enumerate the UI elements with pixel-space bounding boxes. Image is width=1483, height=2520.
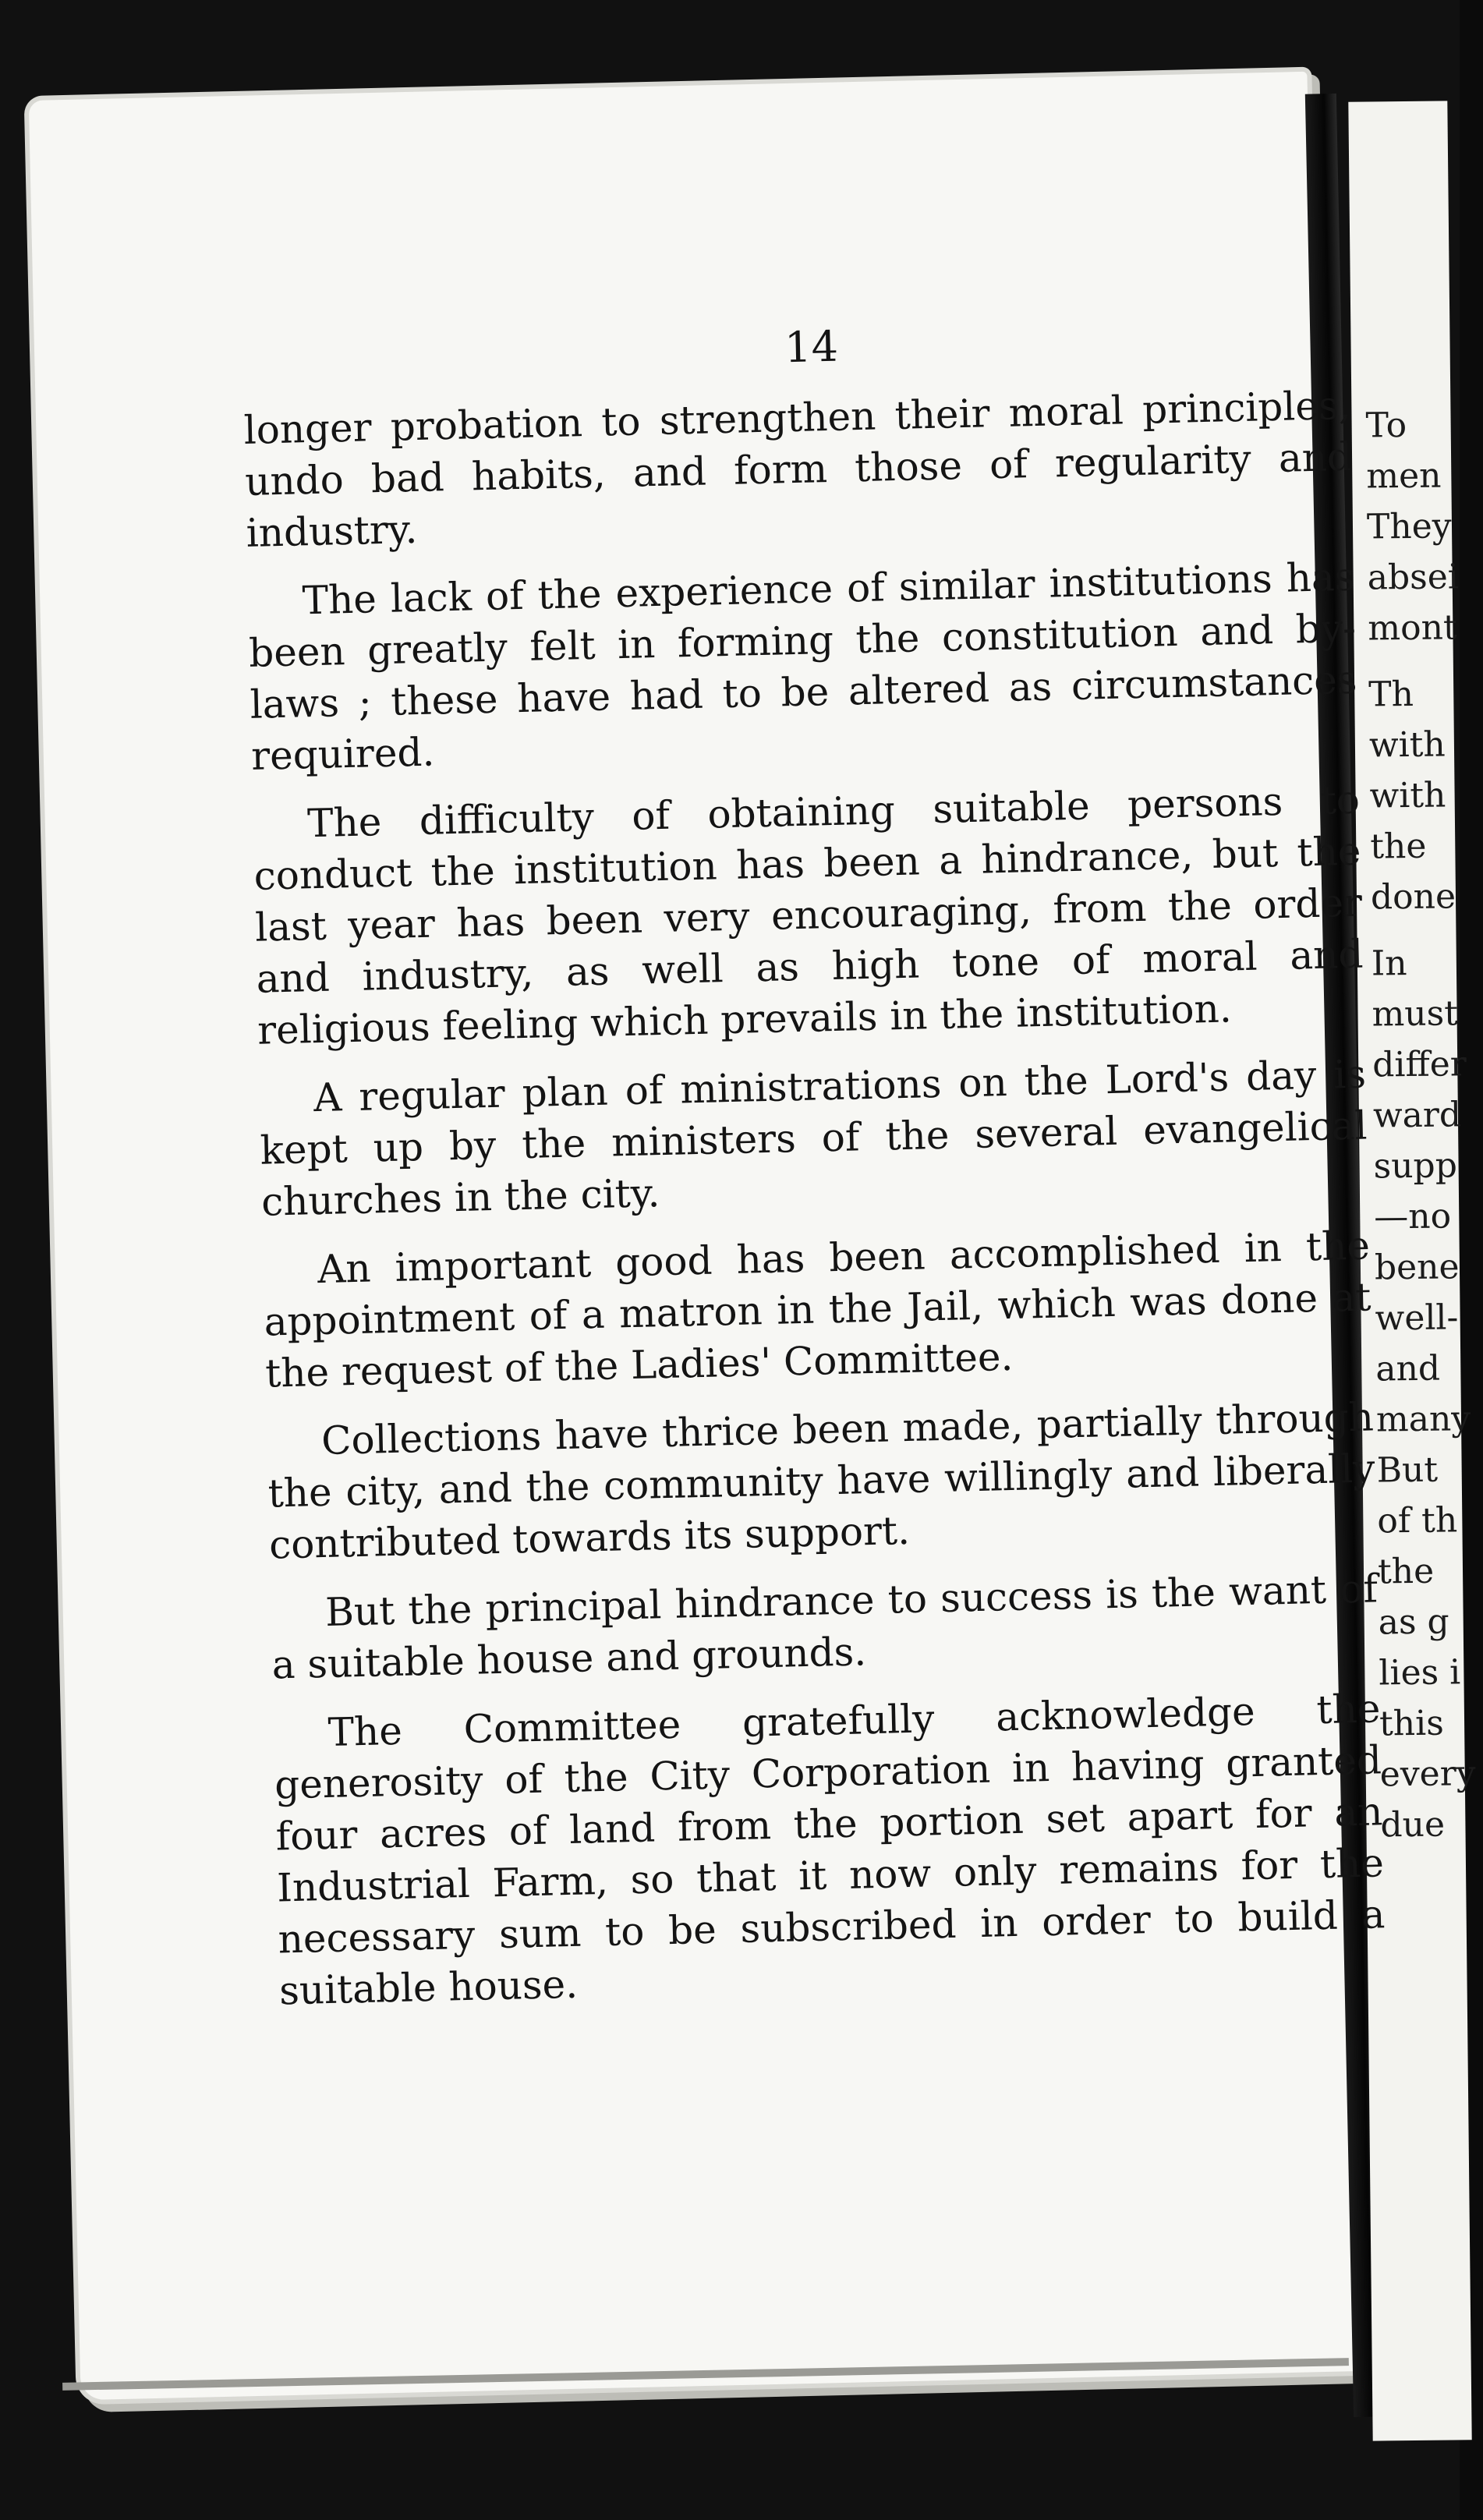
next-page-fragment: due (1380, 1804, 1446, 1846)
next-page-fragment: ward (1372, 1095, 1462, 1136)
next-page-fragment: differ (1372, 1044, 1467, 1085)
next-page-fragment: men (1366, 455, 1442, 497)
next-page-fragment: lies i (1379, 1652, 1461, 1694)
next-page-fragment: many (1375, 1399, 1471, 1440)
paragraph: The lack of the experience of similar institutions has been greatly felt in forming the constitution and by-laws ; these have had to be altered as circumstances required. (248, 554, 1358, 779)
next-page-fragment: —no (1374, 1196, 1452, 1237)
next-page-fragment: In (1371, 943, 1407, 984)
next-page-fragment: absei (1367, 557, 1460, 598)
next-page-fragment: must (1372, 993, 1459, 1035)
next-page-fragment: mont (1368, 607, 1457, 649)
next-page-fragment: this (1379, 1703, 1445, 1744)
next-page-fragment: as g (1378, 1602, 1449, 1643)
next-page-fragment: the (1377, 1551, 1435, 1592)
next-page-fragment: But (1376, 1449, 1439, 1491)
paragraph: Collections have thrice been made, partially through the city, and the community have willingly and liberally contributed towards its support. (267, 1394, 1376, 1568)
next-page-fragment: well- (1375, 1297, 1459, 1339)
paragraph: An important good has been accomplished in the appointment of a matron in the Jail, which was done at the request of the Ladies' Committee. (264, 1223, 1372, 1396)
next-page-fragment: with (1369, 775, 1446, 816)
next-page-fragment: the (1370, 826, 1427, 867)
next-page-fragment: bene (1374, 1247, 1460, 1288)
next-page-fragment: To (1365, 405, 1407, 446)
next-page-fragment: every (1379, 1754, 1476, 1795)
paragraph: longer probation to strengthen their moral principles, undo bad habits, and form those of regularity and industry. (243, 382, 1353, 556)
next-page-fragment: with (1368, 724, 1446, 766)
next-page-fragment: Th (1368, 674, 1414, 715)
next-page-fragment: done (1370, 876, 1456, 918)
next-page-fragment: and (1375, 1348, 1441, 1389)
paragraph: The difficulty of obtaining suitable persons to conduct the institution has been a hindrance, but the last year has been very encouraging, from the order and industry, as well as high tone of moral and religious feeling which prevails in the institution. (253, 777, 1364, 1053)
page-number: 14 (784, 321, 839, 373)
paragraph: But the principal hindrance to success is the want of a suitable house and grounds. (271, 1566, 1379, 1688)
paragraph: The Committee gratefully acknowledge the generosity of the City Corporation in having granted four acres of land from the portion set apart for an Industrial Farm, so that it now only remains for the necessary sum to be subscribed in order to build a suitable house. (274, 1686, 1386, 2014)
paragraph: A regular plan of ministrations on the Lord's day is kept up by the ministers of the several evangelical churches in the city. (260, 1051, 1368, 1225)
next-page-fragment: supp (1373, 1145, 1458, 1187)
next-page-fragment: of th (1377, 1500, 1458, 1541)
page-text-block (242, 310, 1387, 2034)
next-page-fragment: They (1366, 506, 1452, 547)
